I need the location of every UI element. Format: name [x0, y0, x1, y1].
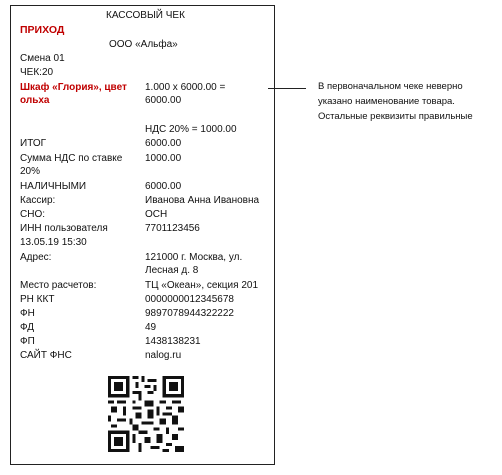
inn-value: 7701123456 — [145, 223, 200, 234]
fn-label: ФН — [20, 308, 35, 319]
annotation-line1: В первоначальном чеке неверно — [318, 81, 463, 92]
fns-site-value: nalog.ru — [145, 350, 182, 361]
qr-code-icon — [108, 376, 184, 452]
fn-value: 9897078944322222 — [145, 308, 234, 319]
fp-value: 1438138231 — [145, 336, 201, 347]
vat-line: НДС 20% = 1000.00 — [145, 124, 237, 135]
receipt-title: КАССОВЫЙ ЧЕК — [106, 10, 185, 21]
address-value-line2: Лесная д. 8 — [145, 265, 199, 276]
total-label: ИТОГ — [20, 138, 47, 149]
item-name-line2: ольха — [20, 95, 50, 106]
cashier-label: Кассир: — [20, 195, 56, 206]
cash-label: НАЛИЧНЫМИ — [20, 181, 87, 192]
fp-label: ФП — [20, 336, 35, 347]
fd-label: ФД — [20, 322, 35, 333]
cashier-value: Иванова Анна Ивановна — [145, 195, 260, 206]
annotation-line3: Остальные реквизиты правильные — [318, 111, 473, 122]
inn-label: ИНН пользователя — [20, 223, 108, 234]
item-calc-line1: 1.000 х 6000.00 = — [145, 82, 226, 93]
address-value-line1: 121000 г. Москва, ул. — [145, 252, 243, 263]
fd-value: 49 — [145, 322, 157, 333]
vat-sum-label-rate: 20% — [20, 166, 41, 177]
company-name: ООО «Альфа» — [109, 39, 178, 50]
operation-type: ПРИХОД — [20, 24, 65, 36]
datetime: 13.05.19 15:30 — [20, 237, 87, 248]
cash-value: 6000.00 — [145, 181, 182, 192]
vat-sum-label: Сумма НДС по ставке — [20, 153, 123, 164]
vat-sum-value: 1000.00 — [145, 153, 182, 164]
kkt-label: РН ККТ — [20, 294, 55, 305]
receipt — [10, 5, 275, 465]
annotation-note — [318, 79, 502, 124]
place-label: Место расчетов: — [20, 280, 97, 291]
address-label: Адрес: — [20, 252, 52, 263]
total-value: 6000.00 — [145, 138, 182, 149]
annotation-leader-line — [268, 88, 306, 89]
kkt-value: 0000000012345678 — [145, 294, 234, 305]
item-name-line1: Шкаф «Глория», цвет — [20, 82, 127, 93]
tax-system-label: СНО: — [20, 209, 45, 220]
fns-site-label: САЙТ ФНС — [20, 350, 72, 361]
place-value: ТЦ «Океан», секция 201 — [145, 280, 259, 291]
shift-number: Смена 01 — [20, 53, 65, 64]
annotation-line2: указано наименование товара. — [318, 96, 455, 107]
item-calc-line2: 6000.00 — [145, 95, 182, 106]
check-number: ЧЕК:20 — [20, 67, 54, 78]
tax-system-value: ОСН — [145, 209, 168, 220]
